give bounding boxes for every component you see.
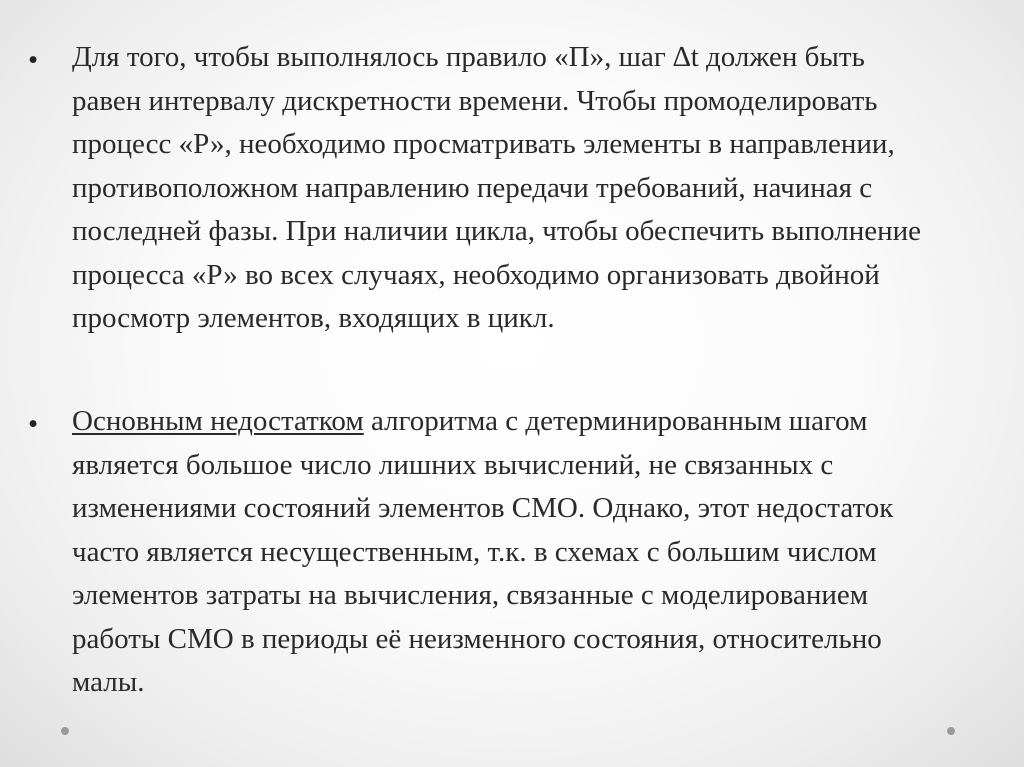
text-line: равен интервалу дискретности времени. Чтобы промоделировать — [72, 84, 878, 117]
bullet-text-2 — [72, 400, 1002, 705]
text-line: просмотр элементов, входящих в цикл. — [72, 302, 555, 334]
text-line: малы. — [72, 666, 145, 698]
text-line: изменениями состояний элементов СМО. Однако, этот недостаток — [72, 492, 894, 524]
text-line: последней фазы. При наличии цикла, чтобы обеспечить выполнение — [72, 215, 922, 247]
underlined-phrase: Основным недостатком — [72, 405, 364, 437]
decorative-dot-icon — [947, 727, 955, 735]
bullet-marker: • — [28, 408, 39, 440]
decorative-dot-icon — [61, 727, 69, 735]
text-line: является большое число лишних вычислений, не связанных с — [72, 448, 834, 481]
text-line: процесса «Р» во всех случаях, необходимо организовать двойной — [72, 258, 880, 291]
bullet-text-1 — [72, 36, 1002, 341]
text-fragment: алгоритма с детерминированным шагом — [363, 405, 868, 437]
text-line: Для того, чтобы выполнялось правило «П», шаг ∆t должен быть — [72, 41, 865, 73]
text-line: работы СМО в периоды её неизменного состояния, относительно — [72, 622, 882, 655]
text-line: процесс «Р», необходимо просматривать элементы в направлении, — [72, 128, 895, 160]
text-line: противоположном направлению передачи требований, начиная с — [72, 171, 873, 204]
text-line — [72, 400, 1002, 444]
bullet-marker: • — [28, 44, 39, 76]
text-line: элементов затраты на вычисления, связанные с моделированием — [72, 579, 869, 611]
text-line: часто является несущественным, т.к. в схемах с большим числом — [72, 535, 877, 568]
